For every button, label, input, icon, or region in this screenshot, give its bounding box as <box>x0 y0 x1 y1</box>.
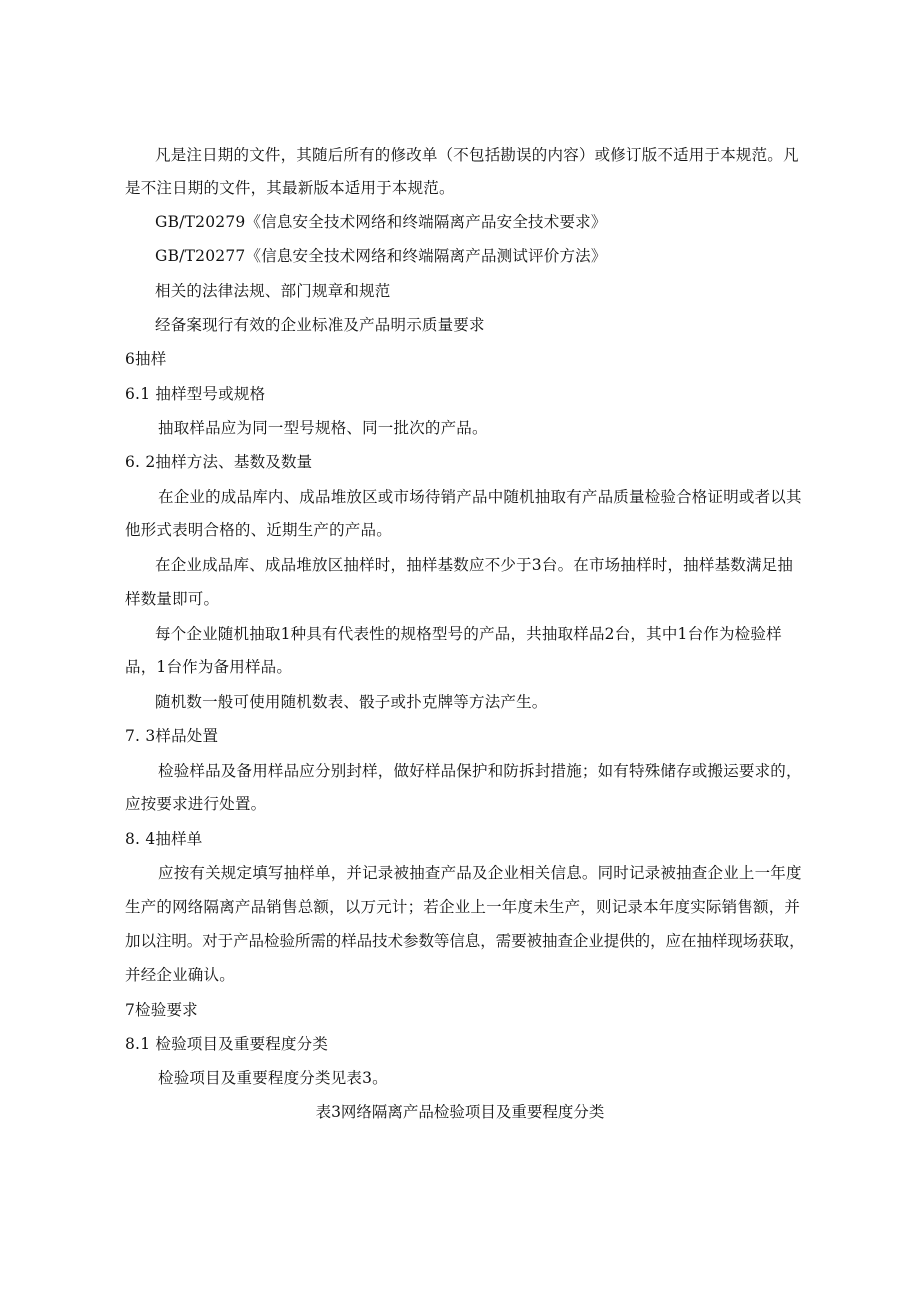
paragraph-line: 随机数一般可使用随机数表、骰子或扑克牌等方法产生。 <box>155 693 548 711</box>
paragraph-line: 检验项目及重要程度分类见表3。 <box>158 1069 388 1087</box>
paragraph-line: 在企业成品库、成品堆放区抽样时，抽样基数应不少于3台。在市场抽样时，抽样基数满足抽 <box>155 556 794 574</box>
subsection-heading: 6. 2抽样方法、基数及数量 <box>125 453 313 471</box>
table-caption: 表3网络隔离产品检验项目及重要程度分类 <box>315 1103 605 1121</box>
paragraph-line: 在企业的成品库内、成品堆放区或市场待销产品中随机抽取有产品质量检验合格证明或者以其 <box>158 488 802 506</box>
paragraph-line: 生产的网络隔离产品销售总额，以万元计；若企业上一年度未生产，则记录本年度实际销售额，并 <box>125 898 801 916</box>
paragraph-line: 品，1台作为备用样品。 <box>125 658 293 676</box>
reference-standard: GB/T20279《信息安全技术网络和终端隔离产品安全技术要求》 <box>155 213 607 231</box>
subsection-heading: 7. 3样品处置 <box>125 727 219 745</box>
paragraph-line: 样数量即可。 <box>125 590 220 608</box>
paragraph-line: 是不注日期的文件，其最新版本适用于本规范。 <box>125 179 455 197</box>
paragraph-line: 他形式表明合格的、近期生产的产品。 <box>125 521 392 539</box>
paragraph-line: 检验样品及备用样品应分别封样，做好样品保护和防拆封措施；如有特殊储存或搬运要求的， <box>158 762 802 780</box>
paragraph-line: 应按有关规定填写抽样单，并记录被抽查产品及企业相关信息。同时记录被抽查企业上一年度 <box>158 864 802 882</box>
paragraph-line: 每个企业随机抽取1种具有代表性的规格型号的产品，共抽取样品2台，其中1台作为检验样 <box>155 625 782 643</box>
reference-item: 经备案现行有效的企业标准及产品明示质量要求 <box>155 316 485 334</box>
paragraph-line: 应按要求进行处置。 <box>125 795 267 813</box>
reference-item: 相关的法律法规、部门规章和规范 <box>155 282 391 300</box>
paragraph-line: 并经企业确认。 <box>125 966 235 984</box>
section-heading: 6抽样 <box>125 350 167 368</box>
subsection-heading: 8.1 检验项目及重要程度分类 <box>125 1035 329 1053</box>
section-heading: 7检验要求 <box>125 1001 198 1019</box>
subsection-heading: 6.1 抽样型号或规格 <box>125 385 266 403</box>
reference-standard: GB/T20277《信息安全技术网络和终端隔离产品测试评价方法》 <box>155 247 607 265</box>
paragraph-line: 凡是注日期的文件，其随后所有的修改单（不包括勘误的内容）或修订版不适用于本规范。凡 <box>155 146 799 164</box>
paragraph-line: 抽取样品应为同一型号规格、同一批次的产品。 <box>158 419 488 437</box>
paragraph-line: 加以注明。对于产品检验所需的样品技术参数等信息，需要被抽查企业提供的，应在抽样现场获取， <box>125 932 805 950</box>
subsection-heading: 8. 4抽样单 <box>125 830 203 848</box>
